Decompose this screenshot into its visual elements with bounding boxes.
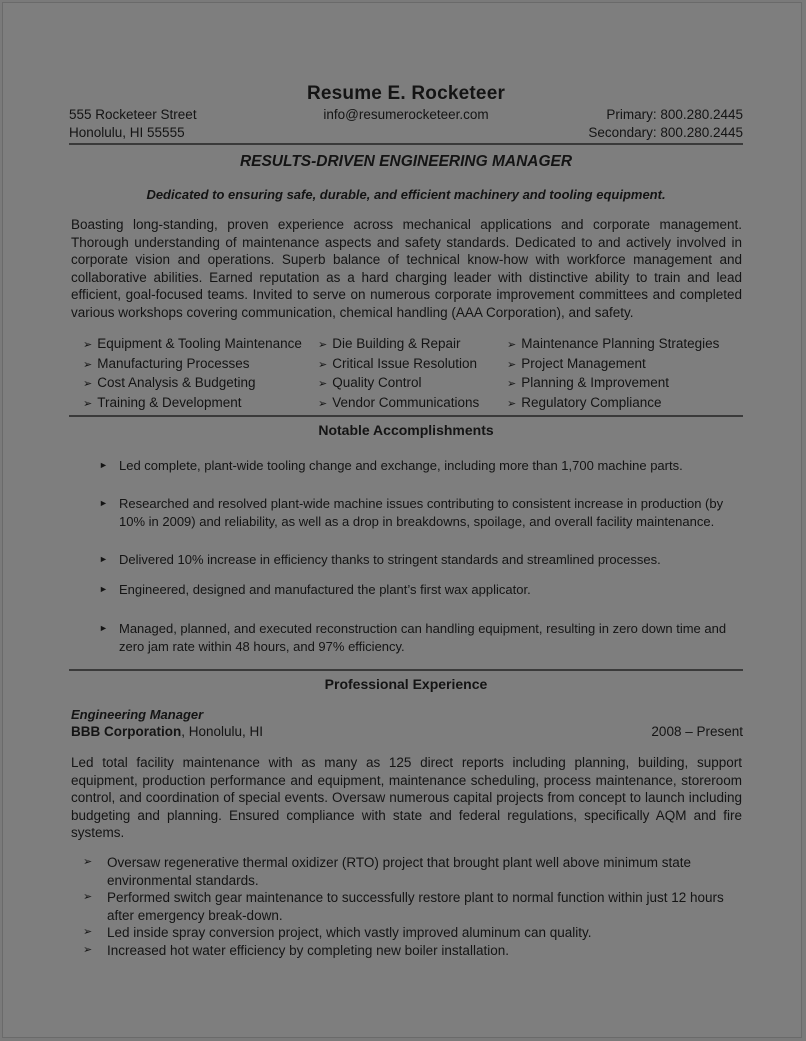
arrow-bullet-icon: ➢ bbox=[318, 378, 328, 391]
arrow-bullet-icon: ➢ bbox=[83, 891, 93, 904]
phones bbox=[588, 106, 743, 142]
job-description: Led total facility maintenance with as many as 125 direct reports including planning, building, support equipment, production performance and equipment, maintenance scheduling, process maintenance, storeroom control, and coordination of special events. Oversaw numerous capital projects from concept to launch including budgeting and planning. Ensured compliance with state and federal regulations, specifically AQM and fire systems. bbox=[71, 755, 742, 841]
skill-item: ➢ Equipment & Tooling Maintenance bbox=[83, 336, 302, 351]
arrow-bullet-icon: ➢ bbox=[83, 926, 93, 939]
resume-page: Resume E. Rocketeer 555 Rocketeer Street Honolulu, HI 55555 info@resumerocketeer.com Primary: 800.280.2445 Secondary: 800.280.2445 RESULTS-DRIVEN ENGINEERING MANAGER Dedicated to ensuring safe, durable, and efficient machinery and tooling equipment. Boasting long-standing, proven experience across mechanical applications and corporate management. Thorough understanding of maintenance aspects and safety standards. Dedicated to and actively involved in corporate vision and operations. Superb balance of technical know-how with workforce management and collaborative abilities. Earned reputation as a hard charging leader with distinctive ability to train and lead efficient, goal-focused teams. Invited to serve on numerous corporate improvement committees and completed various workshops covering communication, chemical handling (AAA Corporation), and safety. ➢ Equipment & Tooling Maintenance ➢ Manufacturing Processes ➢ Cost Analysis & Budgeting ➢ Training & Development ➢ Die Building & Repair ➢ Critical Issue Resolution ➢ Quality Control ➢ Vendor Communications ➢ Maintenance Planning Strategies ➢ Project Management ➢ Planning & Improvement ➢ Regulatory Compliance Notable Accomplishments ► Led complete, plant-wide tooling change and exchange, including more than 1,700 machine parts. ► Researched and resolved plant-wide machine issues contributing to consistent increase in production (by 10% in 2009) and reliability, as well as a drop in breakdowns, spoilage, and overall facility maintenance. ► Delivered 10% increase in efficiency thanks to stringent standards and streamlined processes. ► Engineered, designed and manufactured the plant’s first wax applicator. ► Managed, planned, and executed reconstruction can handling equipment, resulting in zero down time and zero jam rate within 48 hours, and 97% efficiency. Professional Experience Engineering Manager BBB Corporation, Honolulu, HI 2008 – Present Led total facility maintenance with as many as 125 direct reports including planning, building, support equipment, production performance and equipment, maintenance scheduling, process maintenance, storeroom control, and coordination of special events. Oversaw numerous capital projects from concept to launch including budgeting and planning. Ensured compliance with state and federal regulations, specifically AQM and fire systems. ➢ Oversaw regenerative thermal oxidizer (RTO) project that brought plant well above minimum state environmental standards. ➢ Performed switch gear maintenance to successfully restore plant to normal function within just 12 hours after emergency break-down. ➢ Led inside spray conversion project, which vastly improved aluminum can quality. ➢ Increased hot water efficiency by completing new boiler installation. bbox=[2, 2, 802, 1038]
accomplishments-divider bbox=[69, 415, 743, 417]
arrow-bullet-icon: ➢ bbox=[507, 397, 517, 410]
arrow-bullet-icon: ➢ bbox=[83, 856, 93, 868]
experience-divider bbox=[69, 669, 743, 671]
arrow-bullet-icon: ➢ bbox=[83, 358, 93, 371]
company-name: BBB Corporation bbox=[71, 724, 182, 739]
accomplishments-title: Notable Accomplishments bbox=[318, 422, 494, 438]
skills-column-3 bbox=[507, 335, 719, 413]
experience-title: Professional Experience bbox=[324, 676, 488, 692]
skill-item: ➢ Cost Analysis & Budgeting bbox=[83, 375, 256, 391]
summary-paragraph: Boasting long-standing, proven experience across mechanical applications and corporate management. Thorough understanding of maintenance aspects and safety standards. Dedicated to and actively involved in corporate vision and operations. Superb balance of technical know-how with workforce management and collaborative abilities. Earned reputation as a hard charging leader with distinctive ability to train and lead efficient, goal-focused teams. Invited to serve on numerous corporate improvement committees and completed various workshops covering communication, chemical handling (AAA Corporation), and safety. bbox=[71, 217, 742, 320]
job-title: Engineering Manager bbox=[71, 707, 204, 722]
triangle-bullet-icon: ► bbox=[99, 623, 108, 633]
arrow-bullet-icon: ➢ bbox=[318, 339, 328, 351]
job-bullet-list bbox=[83, 854, 743, 960]
address-line-2: Honolulu, HI 55555 bbox=[69, 125, 185, 140]
triangle-bullet-icon: ► bbox=[99, 460, 108, 470]
arrow-bullet-icon: ➢ bbox=[318, 358, 328, 371]
phone-secondary: Secondary: 800.280.2445 bbox=[588, 125, 743, 140]
job-bullet: ➢ Increased hot water efficiency by completing new boiler installation. bbox=[83, 942, 509, 958]
skills-column-1 bbox=[83, 335, 302, 413]
arrow-bullet-icon: ➢ bbox=[83, 378, 93, 391]
skill-item: ➢ Vendor Communications bbox=[318, 394, 480, 410]
skill-item: ➢ Project Management bbox=[507, 355, 646, 371]
job-bullet: ➢ Oversaw regenerative thermal oxidizer (RTO) project that brought plant well above minimum state environmental standards. bbox=[83, 855, 692, 888]
arrow-bullet-icon: ➢ bbox=[507, 339, 517, 351]
triangle-bullet-icon: ► bbox=[99, 584, 108, 594]
address-line-1: 555 Rocketeer Street bbox=[69, 107, 197, 122]
triangle-bullet-icon: ► bbox=[99, 498, 108, 508]
header-divider bbox=[69, 143, 743, 145]
company-location: , Honolulu, HI bbox=[181, 724, 264, 739]
arrow-bullet-icon: ➢ bbox=[318, 397, 328, 410]
skill-item: ➢ Quality Control bbox=[318, 375, 422, 391]
email: info@resumerocketeer.com bbox=[323, 107, 489, 122]
skill-item: ➢ Die Building & Repair bbox=[318, 336, 461, 351]
arrow-bullet-icon: ➢ bbox=[83, 943, 93, 956]
job-bullet: ➢ Performed switch gear maintenance to successfully restore plant to normal function within just 12 hours after emergency break-down. bbox=[83, 890, 724, 923]
job-dates: 2008 – Present bbox=[651, 724, 743, 739]
arrow-bullet-icon: ➢ bbox=[83, 397, 93, 410]
job-company-line bbox=[71, 724, 743, 739]
arrow-bullet-icon: ➢ bbox=[507, 378, 517, 391]
tagline: Dedicated to ensuring safe, durable, and efficient machinery and tooling equipment. bbox=[146, 187, 666, 202]
skill-item: ➢ Critical Issue Resolution bbox=[318, 355, 478, 371]
skill-item: ➢ Regulatory Compliance bbox=[507, 394, 662, 410]
arrow-bullet-icon: ➢ bbox=[507, 358, 517, 371]
triangle-bullet-icon: ► bbox=[99, 554, 108, 564]
job-bullet: ➢ Led inside spray conversion project, which vastly improved aluminum can quality. bbox=[83, 925, 592, 941]
candidate-name: Resume E. Rocketeer bbox=[306, 83, 506, 104]
arrow-bullet-icon: ➢ bbox=[83, 339, 93, 351]
skill-item: ➢ Planning & Improvement bbox=[507, 375, 670, 391]
skill-item: ➢ Maintenance Planning Strategies bbox=[507, 336, 720, 351]
headline: RESULTS-DRIVEN ENGINEERING MANAGER bbox=[239, 153, 573, 170]
skills-column-2 bbox=[318, 335, 479, 413]
phone-primary: Primary: 800.280.2445 bbox=[606, 107, 743, 122]
skill-item: ➢ Manufacturing Processes bbox=[83, 355, 250, 371]
skill-item: ➢ Training & Development bbox=[83, 394, 242, 410]
